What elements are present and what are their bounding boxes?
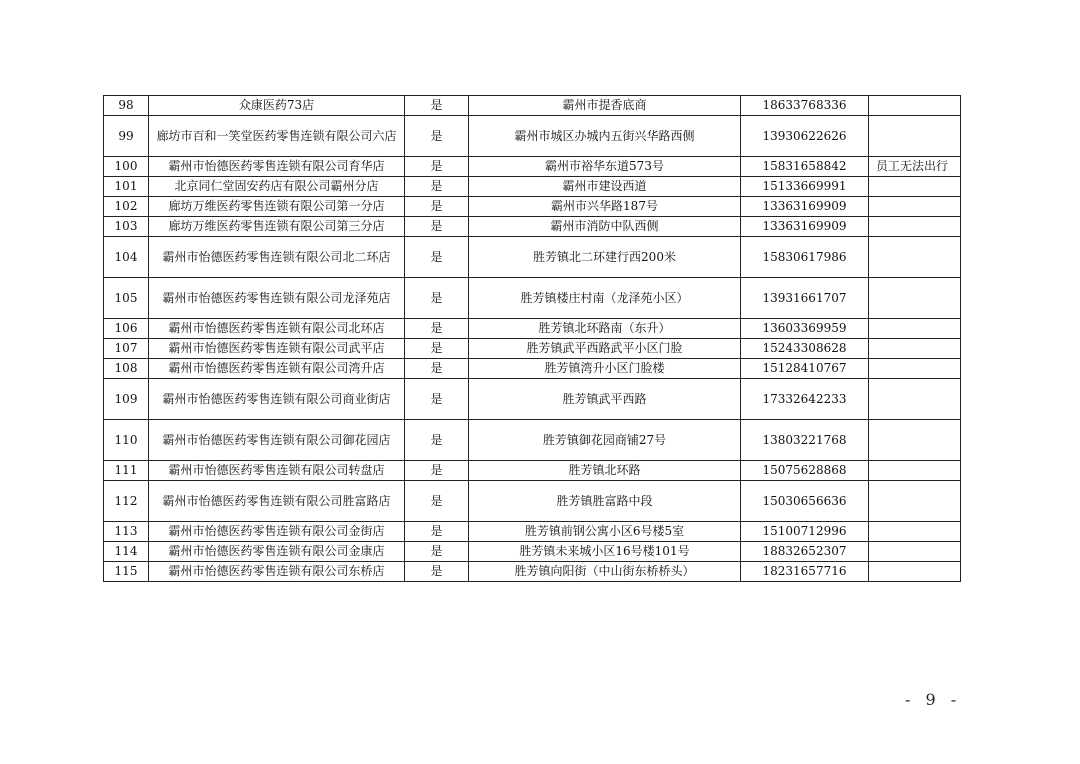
status-flag: 是: [405, 339, 469, 359]
row-number: 103: [104, 217, 149, 237]
status-flag: 是: [405, 197, 469, 217]
row-number: 110: [104, 420, 149, 461]
table-row: [104, 461, 961, 481]
store-address: 胜芳镇胜富路中段: [469, 481, 741, 522]
remark: [869, 177, 961, 197]
remark: 员工无法出行: [869, 157, 961, 177]
remark: [869, 359, 961, 379]
status-flag: 是: [405, 217, 469, 237]
page-number: - 9 -: [905, 690, 962, 709]
store-name: 霸州市怡德医药零售连锁有限公司胜富路店: [149, 481, 405, 522]
table-row: [104, 542, 961, 562]
store-name: 霸州市怡德医药零售连锁有限公司武平店: [149, 339, 405, 359]
table-row: [104, 217, 961, 237]
row-number: 100: [104, 157, 149, 177]
remark: [869, 339, 961, 359]
store-name: 廊坊万维医药零售连锁有限公司第一分店: [149, 197, 405, 217]
status-flag: 是: [405, 522, 469, 542]
phone-number: 15128410767: [741, 359, 869, 379]
row-number: 108: [104, 359, 149, 379]
table-row: [104, 278, 961, 319]
store-name: 廊坊市百和一笑堂医药零售连锁有限公司六店: [149, 116, 405, 157]
store-name: 霸州市怡德医药零售连锁有限公司龙泽苑店: [149, 278, 405, 319]
store-address: 霸州市建设西道: [469, 177, 741, 197]
status-flag: 是: [405, 420, 469, 461]
store-name: 霸州市怡德医药零售连锁有限公司北二环店: [149, 237, 405, 278]
table-row: [104, 116, 961, 157]
remark: [869, 379, 961, 420]
phone-number: 18832652307: [741, 542, 869, 562]
status-flag: 是: [405, 157, 469, 177]
row-number: 98: [104, 96, 149, 116]
store-name: 廊坊万维医药零售连锁有限公司第三分店: [149, 217, 405, 237]
remark: [869, 562, 961, 582]
row-number: 104: [104, 237, 149, 278]
phone-number: 18231657716: [741, 562, 869, 582]
phone-number: 15830617986: [741, 237, 869, 278]
row-number: 105: [104, 278, 149, 319]
status-flag: 是: [405, 379, 469, 420]
row-number: 99: [104, 116, 149, 157]
store-address: 胜芳镇向阳街（中山街东桥桥头）: [469, 562, 741, 582]
row-number: 114: [104, 542, 149, 562]
remark: [869, 461, 961, 481]
phone-number: 15100712996: [741, 522, 869, 542]
store-address: 霸州市兴华路187号: [469, 197, 741, 217]
remark: [869, 522, 961, 542]
phone-number: 13363169909: [741, 217, 869, 237]
table-row: [104, 157, 961, 177]
table-row: [104, 319, 961, 339]
store-address: 霸州市消防中队西侧: [469, 217, 741, 237]
phone-number: 15030656636: [741, 481, 869, 522]
phone-number: 15133669991: [741, 177, 869, 197]
store-address: 胜芳镇武平西路: [469, 379, 741, 420]
table-row: [104, 177, 961, 197]
row-number: 113: [104, 522, 149, 542]
store-name: 霸州市怡德医药零售连锁有限公司湾升店: [149, 359, 405, 379]
store-name: 霸州市怡德医药零售连锁有限公司育华店: [149, 157, 405, 177]
remark: [869, 481, 961, 522]
store-name: 霸州市怡德医药零售连锁有限公司金街店: [149, 522, 405, 542]
table-row: [104, 339, 961, 359]
remark: [869, 542, 961, 562]
remark: [869, 96, 961, 116]
status-flag: 是: [405, 461, 469, 481]
row-number: 102: [104, 197, 149, 217]
phone-number: 18633768336: [741, 96, 869, 116]
status-flag: 是: [405, 319, 469, 339]
pharmacy-table: [103, 95, 961, 582]
remark: [869, 420, 961, 461]
phone-number: 15243308628: [741, 339, 869, 359]
store-name: 霸州市怡德医药零售连锁有限公司转盘店: [149, 461, 405, 481]
store-address: 胜芳镇北环路: [469, 461, 741, 481]
table-row: [104, 359, 961, 379]
status-flag: 是: [405, 481, 469, 522]
store-name: 霸州市怡德医药零售连锁有限公司东桥店: [149, 562, 405, 582]
status-flag: 是: [405, 96, 469, 116]
store-address: 胜芳镇湾升小区门脸楼: [469, 359, 741, 379]
status-flag: 是: [405, 359, 469, 379]
phone-number: 13603369959: [741, 319, 869, 339]
remark: [869, 237, 961, 278]
store-name: 霸州市怡德医药零售连锁有限公司商业街店: [149, 379, 405, 420]
status-flag: 是: [405, 562, 469, 582]
status-flag: 是: [405, 116, 469, 157]
remark: [869, 197, 961, 217]
store-address: 胜芳镇未来城小区16号楼101号: [469, 542, 741, 562]
remark: [869, 278, 961, 319]
phone-number: 15075628868: [741, 461, 869, 481]
row-number: 111: [104, 461, 149, 481]
phone-number: 13931661707: [741, 278, 869, 319]
phone-number: 13803221768: [741, 420, 869, 461]
status-flag: 是: [405, 278, 469, 319]
store-name: 霸州市怡德医药零售连锁有限公司北环店: [149, 319, 405, 339]
phone-number: 13930622626: [741, 116, 869, 157]
table-row: [104, 420, 961, 461]
table-body: [104, 96, 961, 582]
store-address: 胜芳镇御花园商铺27号: [469, 420, 741, 461]
store-address: 胜芳镇北二环建行西200米: [469, 237, 741, 278]
phone-number: 17332642233: [741, 379, 869, 420]
store-address: 胜芳镇北环路南（东升）: [469, 319, 741, 339]
table-row: [104, 237, 961, 278]
table-row: [104, 562, 961, 582]
store-address: 霸州市提香底商: [469, 96, 741, 116]
store-address: 胜芳镇楼庄村南（龙泽苑小区）: [469, 278, 741, 319]
status-flag: 是: [405, 237, 469, 278]
table-row: [104, 522, 961, 542]
store-address: 胜芳镇前钢公寓小区6号楼5室: [469, 522, 741, 542]
table-row: [104, 481, 961, 522]
remark: [869, 217, 961, 237]
status-flag: 是: [405, 177, 469, 197]
row-number: 109: [104, 379, 149, 420]
store-name: 众康医药73店: [149, 96, 405, 116]
store-address: 胜芳镇武平西路武平小区门脸: [469, 339, 741, 359]
row-number: 101: [104, 177, 149, 197]
store-address: 霸州市裕华东道573号: [469, 157, 741, 177]
row-number: 107: [104, 339, 149, 359]
store-name: 北京同仁堂固安药店有限公司霸州分店: [149, 177, 405, 197]
status-flag: 是: [405, 542, 469, 562]
row-number: 115: [104, 562, 149, 582]
row-number: 112: [104, 481, 149, 522]
store-name: 霸州市怡德医药零售连锁有限公司金康店: [149, 542, 405, 562]
remark: [869, 319, 961, 339]
table-row: [104, 96, 961, 116]
remark: [869, 116, 961, 157]
phone-number: 13363169909: [741, 197, 869, 217]
store-address: 霸州市城区办城内五街兴华路西侧: [469, 116, 741, 157]
store-name: 霸州市怡德医药零售连锁有限公司御花园店: [149, 420, 405, 461]
table-row: [104, 197, 961, 217]
phone-number: 15831658842: [741, 157, 869, 177]
table-row: [104, 379, 961, 420]
row-number: 106: [104, 319, 149, 339]
